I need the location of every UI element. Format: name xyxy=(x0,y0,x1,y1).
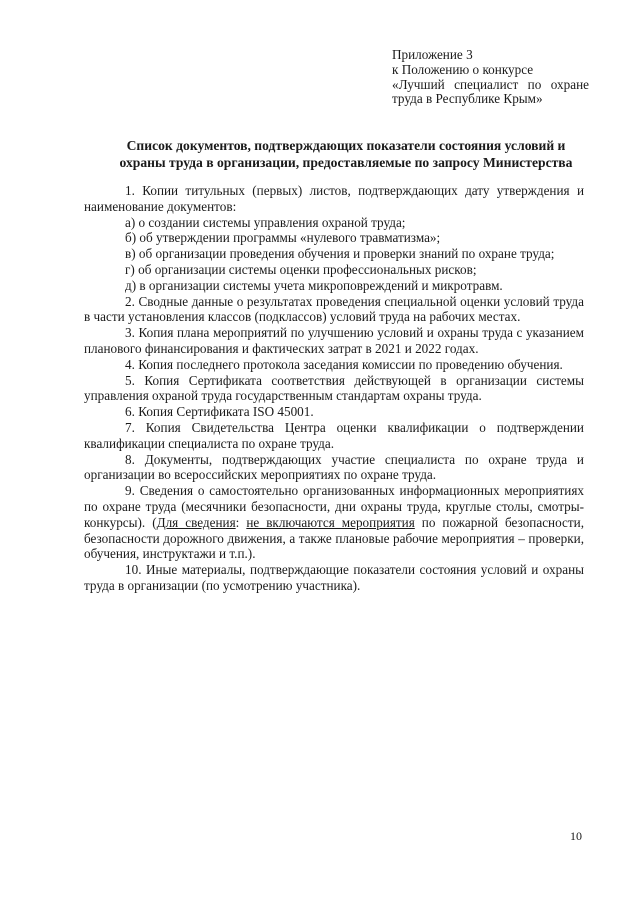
document-body xyxy=(84,183,584,594)
item-9-colon: : xyxy=(235,514,247,530)
item-4: 4. Копия последнего протокола заседания комиссии по проведению обучения. xyxy=(125,356,563,372)
item-9-main: 9. Сведения о самостоятельно организованных информационных мероприятиях по охране труда (месячники безопасности, дни охраны труда, круглые столы, смотры-конкурсы). xyxy=(84,483,584,530)
item-1: 1. Копии титульных (первых) листов, подтверждающих дату утверждения и наименование документов: xyxy=(84,183,584,214)
item-9-rest: по пожарной безопасности, безопасности дорожного движения, а также плановые рабочие мероприятия – проверки, обучения, инструктажи и т.п.). xyxy=(84,514,584,562)
item-3: 3. Копия плана мероприятий по улучшению условий и охраны труда с указанием планового финансирования и фактических затрат в 2021 и 2022 годах. xyxy=(84,325,584,356)
item-1e: д) в организации системы учета микроповреждений и микротравм. xyxy=(125,277,503,293)
item-2: 2. Сводные данные о результатах проведения специальной оценки условий труда в части установления классов (подклассов) условий труда на рабочих местах. xyxy=(84,293,584,325)
title-line-2: охраны труда в организации, предоставляемые по запросу Министерства xyxy=(119,155,573,170)
annex-line-1: Приложение 3 xyxy=(392,47,473,62)
annex-line-4: труда в Республике Крым» xyxy=(392,91,543,107)
item-1d: г) об организации системы оценки профессиональных рисков; xyxy=(125,261,477,277)
page-number: 10 xyxy=(570,829,582,843)
annex-line-3: «Лучший специалист по охране xyxy=(392,76,589,92)
item-8: 8. Документы, подтверждающих участие специалиста по охране труда и организации во всероссийских мероприятиях по охране труда. xyxy=(84,451,584,483)
document-title xyxy=(96,137,596,171)
title-line-1: Список документов, подтверждающих показатели состояния условий и xyxy=(126,138,566,153)
item-1b: б) об утверждении программы «нулевого травматизма»; xyxy=(125,230,441,246)
item-9-note-label: Для сведения xyxy=(156,514,236,530)
item-9-note-emphasis: не включаются мероприятия xyxy=(246,514,415,530)
annex-line-2: к Положению о конкурсе xyxy=(392,61,534,77)
item-1a: а) о создании системы управления охраной труда; xyxy=(125,214,406,230)
item-1c: в) об организации проведения обучения и проверки знаний по охране труда; xyxy=(125,246,555,262)
item-6: 6. Копия Сертификата ISO 45001. xyxy=(125,404,314,420)
item-9: 9. Сведения о самостоятельно организованных информационных мероприятиях по охране труда (месячники безопасности, дни охраны труда, круглые столы, смотры-конкурсы). (Для сведения: не включаются мероприятия по пожарной безопасности, безопасности дорожного движения, а также плановые рабочие мероприятия – проверки, обучения, инструктажи и т.п.). xyxy=(84,483,584,562)
item-5: 5. Копия Сертификата соответствия действующей в организации системы управления охраной труда государственным стандартам охраны труда. xyxy=(84,372,584,404)
item-7: 7. Копия Свидетельства Центра оценки квалификации о подтверждении квалификации специалиста по охране труда. xyxy=(84,419,584,451)
annex-header xyxy=(392,48,589,107)
item-10: 10. Иные материалы, подтверждающие показатели состояния условий и охраны труда в организации (по усмотрению участника). xyxy=(84,562,584,593)
